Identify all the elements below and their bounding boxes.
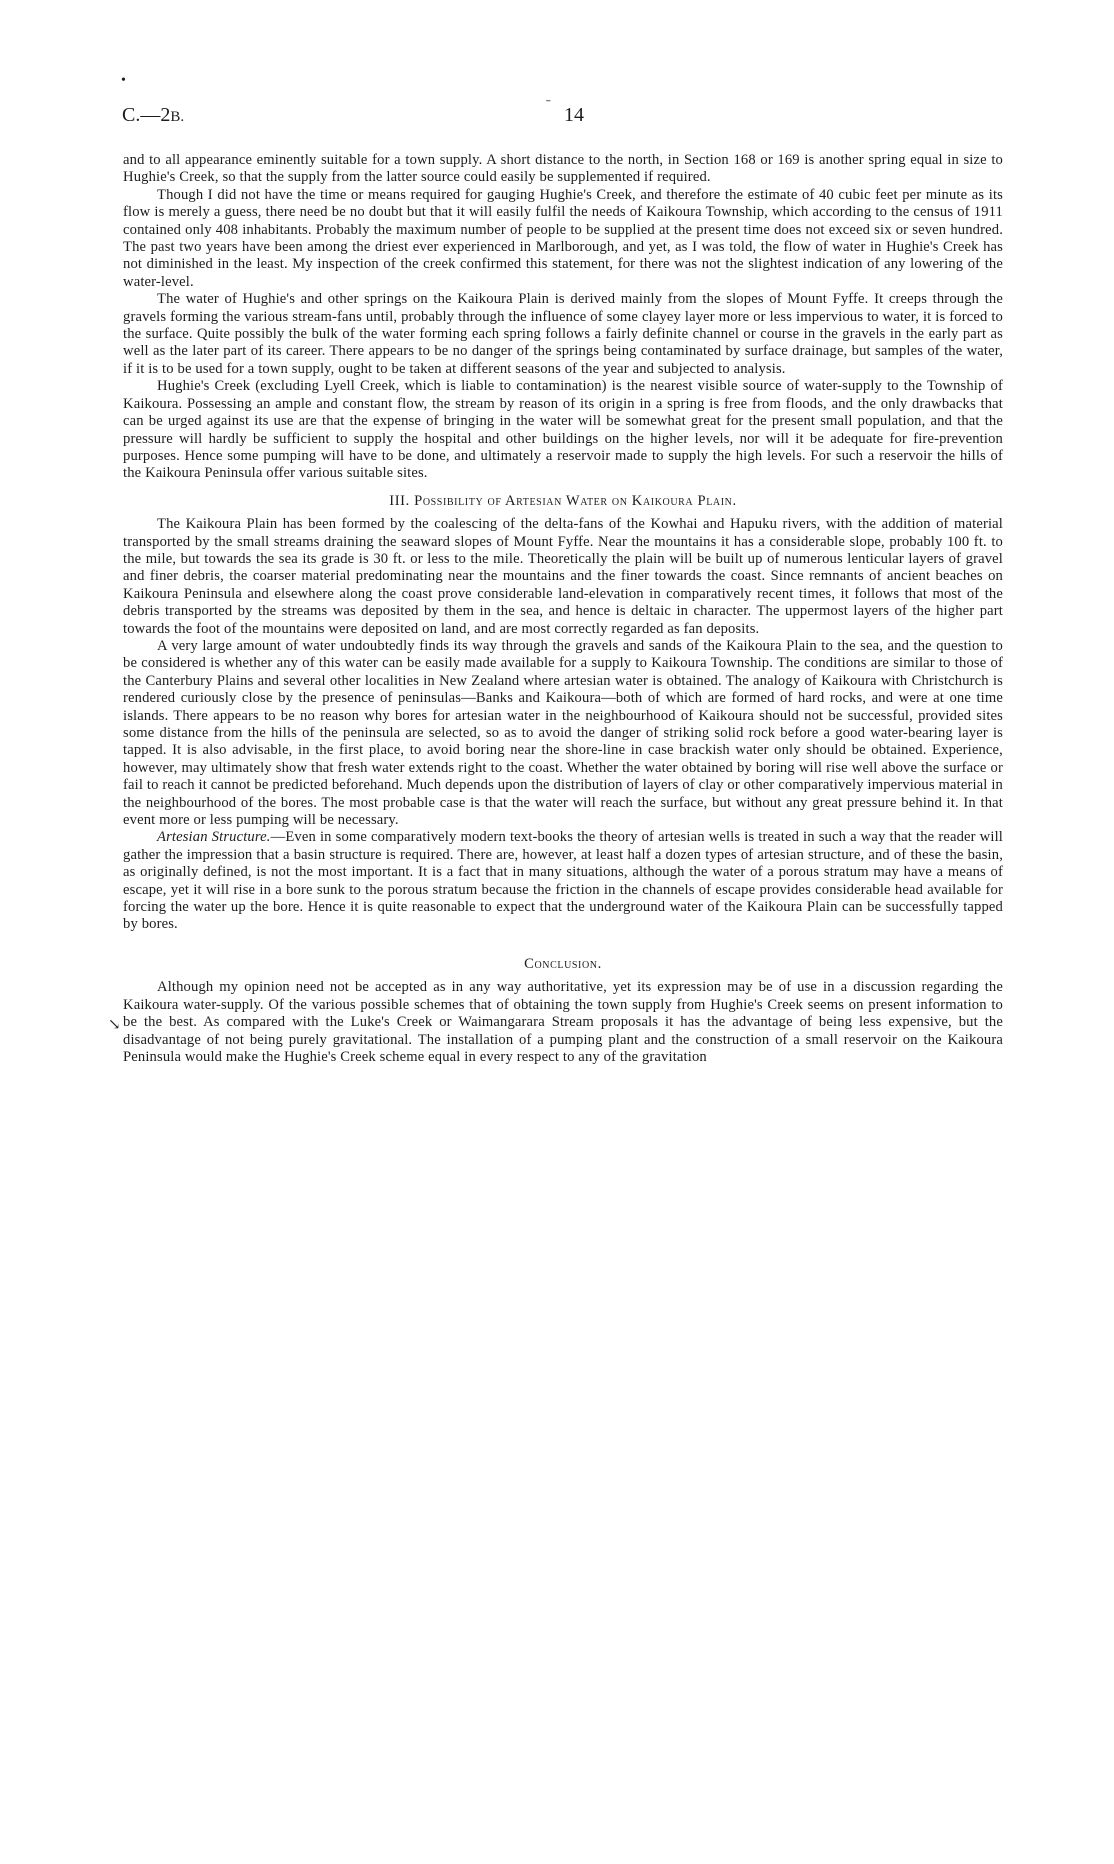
section-heading-artesian: III. Possibility of Artesian Water on Kaikoura Plain. bbox=[389, 492, 737, 509]
paragraph-artesian-supply: A very large amount of water undoubtedly finds its way through the gravels and sands of the Kaikoura Plain to the sea, and the question to be considered is whether any of this water can be easily made available for a supply to Kaikoura Township. The conditions are similar to those of the Canterbury Plains and several other localities in New Zealand where artesian water is obtained. The analogy of Kaikoura with Christchurch is rendered curiously close by the presence of peninsulas—Banks and Kaikoura—both of which are formed of hard rocks, and were at one time islands. There appears to be no reason why bores for artesian water in the neighbourhood of Kaikoura should not be successful, provided sites some distance from the hills of the peninsula are selected, so as to avoid the danger of striking solid rock before a good water-bearing layer is tapped. It is also advisable, in the first place, to avoid boring near the shore-line in case brackish water only should be obtained. Experience, however, may ultimately show that fresh water extends right to the coast. Whether the water obtained by boring will rise well above the surface or fail to reach it cannot be predicted beforehand. Much depends upon the distribution of layers of clay or other comparatively impervious material in the neighbourhood of the bores. The most probable case is that the water will reach the surface, but without any great pressure behind it. In that event more or less pumping will be necessary. bbox=[123, 637, 1003, 829]
section-heading-conclusion: Conclusion. bbox=[524, 955, 602, 972]
header-tick-mark: ˉ bbox=[546, 98, 551, 113]
paragraph-artesian-structure bbox=[123, 829, 1003, 933]
paragraph-conclusion: Although my opinion need not be accepted as in any way authoritative, yet its expression may be of use in a discussion regarding the Kaikoura water-supply. Of the various possible schemes that of obtaining the town supply from Hughie's Creek seems on present information to be the best. As compared with the Luke's Creek or Waimangarara Stream proposals it has the advantage of being less expensive, but the disadvantage of not being purely gravitational. The installation of a pumping plant and the construction of a small reservoir on the Kaikoura Peninsula would make the Hughie's Creek scheme equal in every respect to any of the gravitation bbox=[123, 979, 1003, 1065]
paragraph-plain-formation: The Kaikoura Plain has been formed by the coalescing of the delta-fans of the Kowhai and Hapuku rivers, with the addition of material transported by the small streams draining the seaward slopes of Mount Fyffe. Near the mountains it has a considerable slope, probably 100 ft. to the mile, but towards the sea its grade is 30 ft. or less to the mile. Theoretically the plain will be built up of numerous lenticular layers of gravel and finer debris, the coarser material predominating near the mountains and the finer towards the coast. Since remnants of ancient beaches on Kaikoura Peninsula and elsewhere along the coast prove considerable land-elevation in comparatively recent times, it follows that most of the debris transported by the streams was deposited by them in the sea, and hence is deltaic in character. The uppermost layers of the higher part towards the foot of the mountains were deposited on land, and are most correctly regarded as fan deposits. bbox=[123, 516, 1003, 637]
top-bullet-mark: • bbox=[121, 73, 126, 88]
paragraph-spring-origin: The water of Hughie's and other springs on the Kaikoura Plain is derived mainly from the slopes of Mount Fyffe. It creeps through the gravels forming the various stream-fans until, probably through the influence of some clayey layer more or less impervious to water, it is forced to the surface. Quite possibly the bulk of the water forming each spring follows a fairly definite channel or course in the gravels in the early part as well as the later part of its career. There appears to be no danger of the springs being contaminated by surface drainage, but samples of the water, if it is to be used for a town supply, ought to be taken at different seasons of the year and subjected to analysis. bbox=[123, 291, 1003, 377]
paragraph-continued: and to all appearance eminently suitable for a town supply. A short distance to the north, in Section 168 or 169 is another spring equal in size to Hughie's Creek, so that the supply from the latter source could easily be supplemented if required. bbox=[123, 152, 1003, 186]
document-reference bbox=[122, 104, 184, 127]
document-body bbox=[123, 152, 1003, 1066]
paragraph-hughies-creek: Hughie's Creek (excluding Lyell Creek, which is liable to contamination) is the nearest visible source of water-supply to the Township of Kaikoura. Possessing an ample and constant flow, the stream by reason of its origin in a spring is free from floods, and the only drawbacks that can be urged against its use are that the expense of bringing in the water will be somewhat great for the present small population, and that the pressure will hardly be sufficient to supply the hospital and other buildings on the higher levels, nor will it be adequate for fire-prevention purposes. Hence some pumping will have to be done, and ultimately a reservoir made to supply the high levels. For such a reservoir the hills of the Kaikoura Peninsula offer various suitable sites. bbox=[123, 378, 1003, 482]
document-reference-main: C.—2 bbox=[122, 104, 171, 126]
artesian-structure-lead: Artesian Structure. bbox=[157, 829, 271, 846]
margin-arrow-mark: ↘ bbox=[108, 1017, 121, 1033]
page-number: 14 bbox=[564, 104, 584, 126]
artesian-structure-text: —Even in some comparatively modern text-books the theory of artesian wells is treated in such a way that the reader will gather the impression that a basin structure is required. There are, however, at least half a dozen types of artesian structure, and of these the basin, as originally defined, is not the most important. It is a fact that in many situations, although the water of a porous stratum may have a means of escape, yet it will rise in a bore sunk to the porous stratum because the friction in the channels of escape provides considerable head available for forcing the water up the bore. Hence it is quite reasonable to expect that the underground water of the Kaikoura Plain can be successfully tapped by bores. bbox=[123, 829, 1003, 933]
paragraph-flow-estimate: Though I did not have the time or means required for gauging Hughie's Creek, and therefore the estimate of 40 cubic feet per minute as its flow is merely a guess, there need be no doubt but that it will easily fulfil the needs of Kaikoura Township, which according to the census of 1911 contained only 408 inhabitants. Probably the maximum number of people to be supplied at the present time does not exceed six or seven hundred. The past two years have been among the driest ever experienced in Marlborough, and yet, as I was told, the flow of water in Hughie's Creek has not diminished in the least. My inspection of the creek confirmed this statement, for there was not the slightest indication of any lowering of the water-level. bbox=[123, 186, 1003, 290]
page-header bbox=[122, 98, 1002, 130]
document-reference-sub: B. bbox=[170, 109, 185, 125]
